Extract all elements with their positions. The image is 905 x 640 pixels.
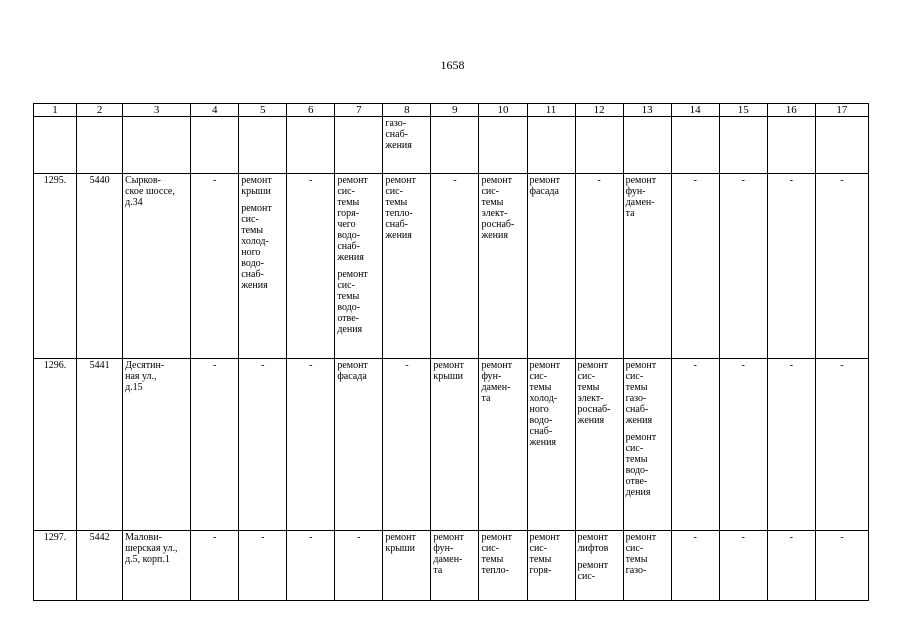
- cell-text: -: [213, 532, 217, 543]
- column-header-17: 17: [815, 104, 868, 117]
- empty-dash-c5: [239, 531, 287, 601]
- work-cell-c13: [623, 531, 671, 601]
- repair-schedule-table: [33, 103, 869, 601]
- cell-text: -: [789, 360, 793, 371]
- cell-text: -: [693, 175, 697, 186]
- cell-text: Десятин- ная ул., д.15: [125, 360, 165, 393]
- column-header-8: 8: [383, 104, 431, 117]
- cell-text: -: [213, 360, 217, 371]
- work-item: ремонт сис-: [577, 560, 609, 582]
- work-cell-c8: [383, 174, 431, 359]
- cell-text: Малови- шерская ул., д.5, корп.1: [125, 532, 178, 565]
- work-cell-c13: [623, 174, 671, 359]
- cell-text: -: [789, 175, 793, 186]
- cell-text: -: [840, 360, 844, 371]
- cell-text: -: [741, 360, 745, 371]
- cell-text: -: [261, 532, 265, 543]
- work-item: ремонт фасада: [337, 360, 368, 382]
- cell-text: -: [309, 532, 313, 543]
- cell-text: Сырков- ское шоссе, д.34: [125, 175, 175, 208]
- cell-text: -: [597, 175, 601, 186]
- empty-dash-c16: [767, 174, 815, 359]
- cell-text: -: [309, 360, 313, 371]
- empty-dash-c14: [671, 531, 719, 601]
- cell: [527, 117, 575, 174]
- work-item: ремонт сис- темы горя-: [529, 532, 560, 576]
- column-header-3: 3: [123, 104, 191, 117]
- cell-text: -: [453, 175, 457, 186]
- column-header-13: 13: [623, 104, 671, 117]
- empty-dash-c6: [287, 359, 335, 531]
- empty-dash-c4: [191, 359, 239, 531]
- cell: [815, 117, 868, 174]
- empty-dash-c8: [383, 359, 431, 531]
- table-row: [34, 174, 869, 359]
- work-item: ремонт сис- темы газо-: [625, 532, 657, 576]
- work-cell-c11: [527, 531, 575, 601]
- cell-text: -: [309, 175, 313, 186]
- work-item: ремонт сис- темы холод- ного водо- снаб- жения: [241, 203, 272, 291]
- empty-dash-c15: [719, 174, 767, 359]
- cell: [335, 117, 383, 174]
- cell-text: 5442: [89, 532, 110, 543]
- column-header-14: 14: [671, 104, 719, 117]
- work-item: ремонт крыши: [433, 360, 464, 382]
- cell-text: 5440: [89, 175, 110, 186]
- cell-text: -: [261, 360, 265, 371]
- page-number: 1658: [440, 58, 465, 72]
- work-item: ремонт фун- дамен- та: [433, 532, 464, 576]
- column-header-6: 6: [287, 104, 335, 117]
- empty-dash-c15: [719, 531, 767, 601]
- empty-dash-c14: [671, 359, 719, 531]
- work-item: ремонт фасада: [529, 175, 560, 197]
- cell-col8: [383, 117, 431, 174]
- empty-dash-c16: [767, 531, 815, 601]
- cell: [671, 117, 719, 174]
- cell: [77, 117, 123, 174]
- work-cell-c11: [527, 359, 575, 531]
- cell: [719, 117, 767, 174]
- row-number: [34, 174, 77, 359]
- empty-dash-c4: [191, 174, 239, 359]
- work-item: ремонт сис- темы элект- роснаб- жения: [577, 360, 611, 426]
- cell-text: -: [693, 532, 697, 543]
- cell-text: 1296.: [43, 360, 67, 371]
- empty-dash-c17: [815, 174, 868, 359]
- work-cell-c10: [479, 174, 527, 359]
- cell-text: -: [693, 360, 697, 371]
- cell-text: -: [741, 175, 745, 186]
- empty-dash-c4: [191, 531, 239, 601]
- table-row: [34, 531, 869, 601]
- column-header-16: 16: [767, 104, 815, 117]
- column-header-1: 1: [34, 104, 77, 117]
- cell-text: -: [840, 532, 844, 543]
- cell: [431, 117, 479, 174]
- cell: [123, 117, 191, 174]
- work-item: ремонт крыши: [241, 175, 272, 197]
- work-item: ремонт крыши: [385, 532, 416, 554]
- column-header-10: 10: [479, 104, 527, 117]
- cell-text: -: [405, 360, 409, 371]
- address: [123, 174, 191, 359]
- row-number: [34, 359, 77, 531]
- address: [123, 359, 191, 531]
- cell: [767, 117, 815, 174]
- column-header-11: 11: [527, 104, 575, 117]
- work-item: ремонт фун- дамен- та: [625, 175, 657, 219]
- cell-text: 1295.: [43, 175, 67, 186]
- table-row: [34, 359, 869, 531]
- work-item: ремонт фун- дамен- та: [481, 360, 512, 404]
- empty-dash-c16: [767, 359, 815, 531]
- cell-text: газо- снаб- жения: [385, 118, 412, 151]
- column-header-9: 9: [431, 104, 479, 117]
- work-cell-c10: [479, 531, 527, 601]
- row-number: [34, 531, 77, 601]
- cell: [191, 117, 239, 174]
- work-cell-c12: [575, 359, 623, 531]
- object-code: [77, 531, 123, 601]
- work-cell-c9: [431, 531, 479, 601]
- column-header-2: 2: [77, 104, 123, 117]
- work-cell-c10: [479, 359, 527, 531]
- work-item: ремонт сис- темы тепло- снаб- жения: [385, 175, 416, 241]
- work-item: ремонт сис- темы водо- отве- дения: [337, 269, 368, 335]
- column-header-15: 15: [719, 104, 767, 117]
- cell-text: 1297.: [43, 532, 67, 543]
- empty-dash-c15: [719, 359, 767, 531]
- column-header-4: 4: [191, 104, 239, 117]
- cell: [287, 117, 335, 174]
- work-cell-c13: [623, 359, 671, 531]
- work-item: ремонт сис- темы газо- снаб- жения: [625, 360, 657, 426]
- empty-dash-c17: [815, 359, 868, 531]
- cell-text: -: [840, 175, 844, 186]
- cell: [575, 117, 623, 174]
- work-item: ремонт сис- темы тепло-: [481, 532, 512, 576]
- empty-dash-c7: [335, 531, 383, 601]
- work-cell-c7: [335, 359, 383, 531]
- column-header-7: 7: [335, 104, 383, 117]
- empty-dash-c6: [287, 531, 335, 601]
- work-cell-c7: [335, 174, 383, 359]
- object-code: [77, 359, 123, 531]
- empty-dash-c6: [287, 174, 335, 359]
- cell: [623, 117, 671, 174]
- cell-text: -: [789, 532, 793, 543]
- empty-dash-c14: [671, 174, 719, 359]
- object-code: [77, 174, 123, 359]
- empty-dash-c17: [815, 531, 868, 601]
- cell-text: -: [213, 175, 217, 186]
- cell-text: 5441: [89, 360, 110, 371]
- cell: [479, 117, 527, 174]
- work-cell-c5: [239, 174, 287, 359]
- empty-dash-c9: [431, 174, 479, 359]
- work-item: ремонт лифтов: [577, 532, 609, 554]
- column-header-12: 12: [575, 104, 623, 117]
- work-cell-c11: [527, 174, 575, 359]
- address: [123, 531, 191, 601]
- continuation-row: [34, 117, 869, 174]
- work-item: ремонт сис- темы элект- роснаб- жения: [481, 175, 515, 241]
- empty-dash-c5: [239, 359, 287, 531]
- work-cell-c8: [383, 531, 431, 601]
- work-item: ремонт сис- темы холод- ного водо- снаб- жения: [529, 360, 560, 448]
- cell-text: -: [741, 532, 745, 543]
- work-cell-c12: [575, 531, 623, 601]
- empty-dash-c12: [575, 174, 623, 359]
- column-number-header-row: [34, 104, 869, 117]
- column-header-5: 5: [239, 104, 287, 117]
- work-cell-c9: [431, 359, 479, 531]
- work-item: ремонт сис- темы водо- отве- дения: [625, 432, 657, 498]
- cell: [34, 117, 77, 174]
- cell-text: -: [357, 532, 361, 543]
- cell: [239, 117, 287, 174]
- work-item: ремонт сис- темы горя- чего водо- снаб- жения: [337, 175, 368, 263]
